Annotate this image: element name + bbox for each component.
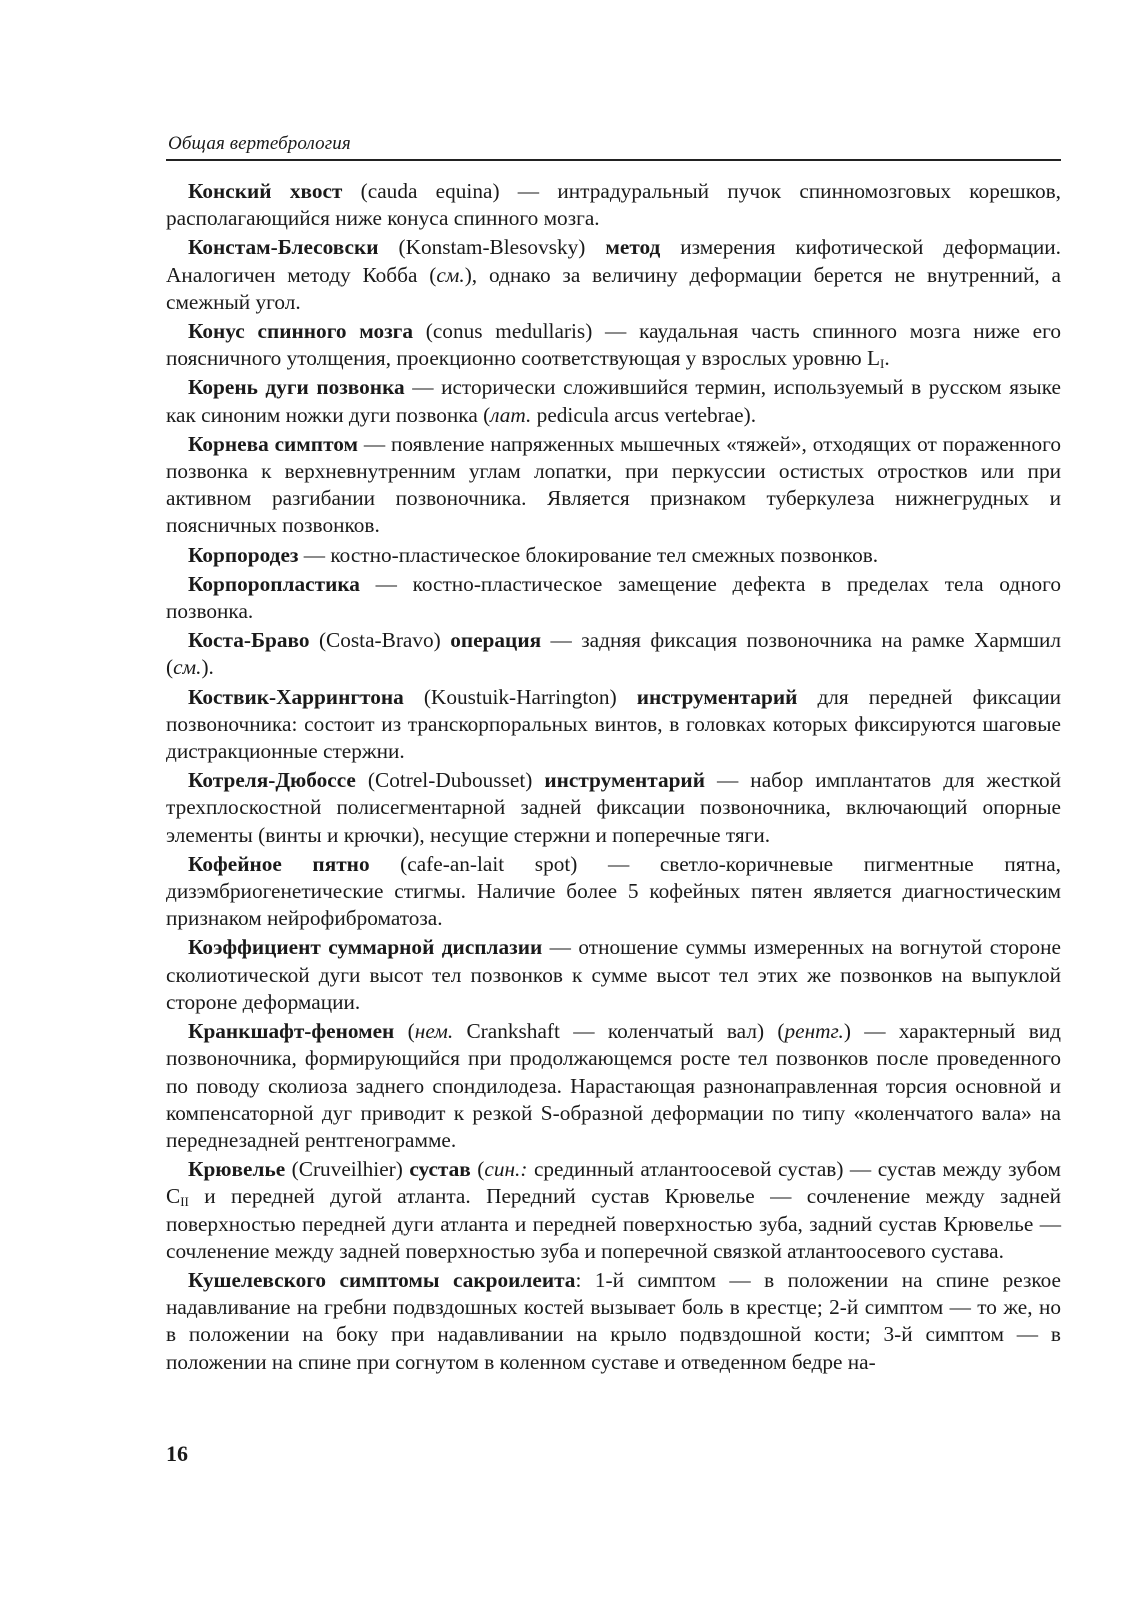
glossary-content: [166, 178, 1061, 1378]
glossary-entry: [166, 684, 1061, 766]
entry-term: Корень дуги позвонка: [188, 375, 405, 400]
entry-text: ).: [201, 655, 214, 680]
entry-text: и передней дугой атланта. Передний сустав Крювелье — сочленение между задней поверхностью передней дуги атланта и передней поверхностью зуба, задний сустав Крювелье — сочленение между задней поверхностью зуба и поперечной связкой атлантоосевого сустава.: [166, 1184, 1061, 1263]
entry-text: (: [394, 1019, 415, 1044]
entry-term: Кранкшафт-феномен: [188, 1019, 395, 1044]
entry-term: Корнева симптом: [188, 431, 358, 456]
cross-reference: см.: [173, 655, 202, 680]
entry-term: Корпородез: [188, 542, 299, 567]
entry-term: Констам-Блесовски: [188, 235, 379, 260]
entry-term-qualifier: метод: [605, 235, 661, 260]
running-header: [166, 131, 1061, 161]
entry-text: — отношение суммы измеренных на вогнутой стороне сколиотической дуги высот тел позвонков к сумме высот тел этих же позвонков на выпуклой стороне деформации.: [166, 935, 1061, 1014]
entry-text: Crankshaft — коленчатый вал) (: [453, 1019, 785, 1044]
entry-text: — костно-пластическое замещение дефекта в пределах тела одного позвонка.: [166, 571, 1061, 624]
entry-text: — набор имплантатов для жесткой трехплоскостной полисегментарной задней фиксации позвоночника, включающий опорные элементы (винты и крючки), несущие стержни и поперечные тяги.: [166, 768, 1062, 847]
entry-text: (Koustuik-Harrington): [403, 684, 637, 709]
entry-text: (Costa-Bravo): [309, 628, 451, 653]
glossary-entry: [166, 767, 1061, 849]
entry-text: ) — характерный вид позвоночника, формирующийся при продолжающемся росте тел позвонков после проведенного по поводу сколиоза заднего спондилодеза. Нарастающая разнонаправленная торсия основной и компенсаторной дуг приводит к резкой S-образной деформации по типу «коленчатого вала» на переднезадней рентгенограмме.: [166, 1019, 1062, 1152]
entry-text: (Cotrel-Dubousset): [355, 768, 545, 793]
field-label: рентг.: [784, 1019, 844, 1044]
language-label: лат.: [490, 402, 532, 427]
entry-term-qualifier: инструментарий: [544, 768, 705, 793]
page-number: 16: [166, 1441, 188, 1466]
entry-text: ), однако за величину деформации берется не внутренний, а смежный угол.: [166, 262, 1061, 314]
glossary-entry: [166, 318, 1061, 372]
entry-term-qualifier: инструментарий: [636, 684, 798, 709]
entry-text: измерения кифотической деформации. Аналогичен методу Кобба (: [166, 235, 1062, 287]
entry-text: (conus medullaris) — каудальная часть спинного мозга ниже его поясничного утолщения, проекционно соответствующая у взрослых уровню L: [166, 319, 1061, 371]
entry-term: Коста-Браво: [188, 628, 310, 653]
glossary-entry: [166, 542, 1061, 569]
entry-text: — задняя фиксация позвоночника на рамке Хармшил (: [166, 628, 1061, 680]
entry-text: (cauda equina) — интрадуральный пучок спинномозговых корешков, располагающийся ниже конуса спинного мозга.: [166, 179, 1061, 231]
entry-text: (Konstam-Blesovsky): [378, 235, 606, 260]
entry-text: срединный атлантоосевой сустав) — сустав между зубом C: [166, 1157, 1061, 1209]
entry-term: Котреля-Дюбоссе: [188, 768, 356, 793]
glossary-entry: [166, 851, 1061, 933]
glossary-entry: [166, 374, 1061, 428]
entry-text: для передней фиксации позвоночника: состоит из транскорпоральных винтов, в головках которых фиксируются шаговые дистракционные стержни.: [166, 684, 1062, 764]
glossary-entry: [166, 934, 1061, 1016]
entry-text: : 1-й симптом — в положении на спине резкое надавливание на гребни подвздошных костей вызывает боль в крестце; 2-й симптом — то же, но в положении на боку при надавливании на крыло подвздошной кости; 3-й симптом — в положении на спине при согнутом в коленном суставе и отведенном бедре на-: [166, 1267, 1061, 1374]
glossary-entry: [166, 431, 1061, 540]
entry-term-qualifier: операция: [450, 628, 542, 653]
entry-term: Крювелье: [188, 1157, 286, 1182]
subscript: II: [180, 1194, 189, 1210]
entry-text: pedicula arcus vertebrae).: [531, 402, 757, 427]
entry-text: — костно-пластическое блокирование тел смежных позвонков.: [298, 542, 879, 567]
entry-term: Коэффициент суммарной дисплазии: [188, 935, 543, 960]
entry-text: — появление напряженных мышечных «тяжей», отходящих от пораженного позвонка к верхневнутренним углам лопатки, при перкуссии остистых отростков или при активном разгибании позвоночника. Является признаком туберкулеза нижнегрудных и поясничных позвонков.: [166, 431, 1061, 538]
running-header-title: Общая вертебрология: [168, 133, 351, 154]
entry-term: Коствик-Харрингтона: [188, 684, 404, 709]
entry-text: (: [470, 1157, 485, 1182]
entry-term: Корпоропластика: [188, 571, 360, 596]
subscript: I: [879, 356, 885, 372]
glossary-entry: [166, 1018, 1061, 1154]
entry-text: — исторически сложившийся термин, используемый в русском языке как синоним ножки дуги позвонка (: [166, 375, 1061, 427]
synonym-label: син.:: [484, 1157, 528, 1182]
entry-text: (Cruveilhier): [285, 1157, 410, 1182]
glossary-entry: [166, 571, 1061, 625]
language-label: нем.: [414, 1019, 454, 1044]
entry-text: .: [884, 346, 890, 371]
glossary-entry: [166, 178, 1061, 232]
entry-term: Конус спинного мозга: [188, 319, 413, 344]
glossary-entry: [166, 1156, 1061, 1265]
entry-term: Конский хвост: [188, 179, 343, 203]
entry-term: Кушелевского симптомы сакроилеита: [188, 1267, 576, 1292]
glossary-entry: [166, 627, 1061, 681]
cross-reference: см.: [436, 262, 465, 287]
entry-term: Кофейное пятно: [188, 851, 370, 876]
entry-term-qualifier: сустав: [409, 1157, 471, 1182]
glossary-entry: [166, 1267, 1061, 1376]
entry-text: (cafe-an-lait spot) — светло-коричневые пигментные пятна, дизэмбриогенетические стигмы. Наличие более 5 кофейных пятен является диагностическим признаком нейрофиброматоза.: [166, 851, 1061, 931]
glossary-entry: [166, 234, 1061, 316]
